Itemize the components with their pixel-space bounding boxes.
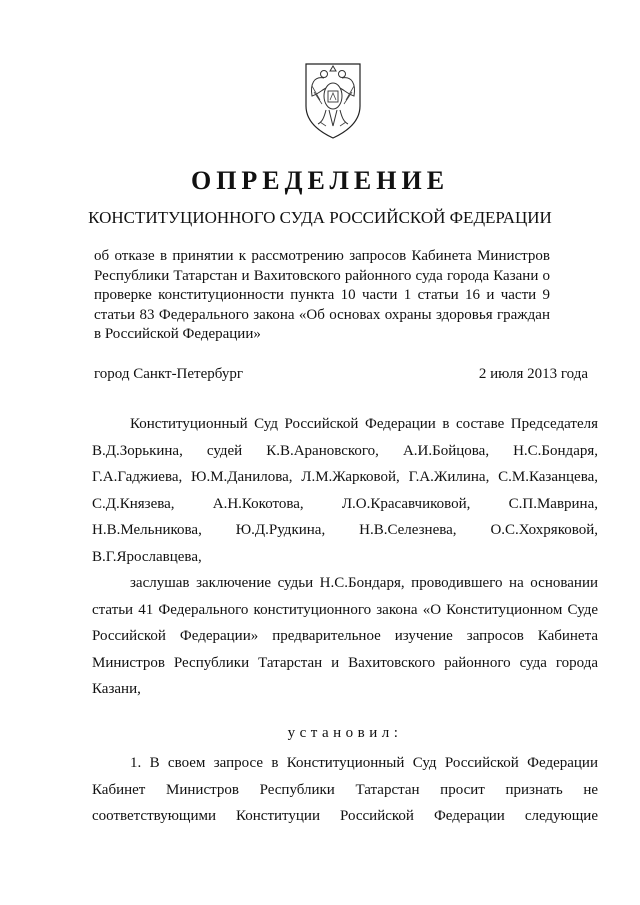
coat-of-arms-icon (300, 60, 366, 140)
document-date: 2 июля 2013 года (478, 366, 588, 382)
document-body (92, 411, 598, 830)
ruling-heading: установил: (287, 724, 403, 741)
composition-paragraph: Конституционный Суд Российской Федерации в составе Председателя В.Д.Зорькина, судей К.В.Арановского, А.И.Бойцова, Н.С.Бондаря, Г.А.Гаджиева, Ю.М.Данилова, Л.М.Жарковой, Г.А.Жилина, С.М.Казанцева, С.Д.Князева, А.Н.Кокотова, Л.О.Красавчиковой, С.П.Маврина, Н.В.Мельникова, Ю.Д.Рудкина, Н.В.Селезнева, О.С.Хохряковой, В.Г.Ярославцева, (92, 416, 598, 565)
point-1-paragraph: 1. В своем запросе в Конституционный Суд Российской Федерации Кабинет Министров Республики Татарстан просит признать не соответствующими Конституции Российской Федерации следующие (92, 755, 598, 824)
document-subject: об отказе в принятии к рассмотрению запросов Кабинета Министров Республики Татарстан и Вахитовского районного суда города Казани о проверке конституционности пункта 10 части 1 статьи 16 и части 9 статьи 83 Федерального закона «Об основах охраны здоровья граждан в Российской Федерации» (94, 248, 550, 342)
document-place: город Санкт-Петербург (94, 366, 243, 382)
document-title: ОПРЕДЕЛЕНИЕ (190, 166, 450, 195)
hearing-paragraph: заслушав заключение судьи Н.С.Бондаря, проводившего на основании статьи 41 Федерального конституционного закона «О Конституционном Суде Российской Федерации» предварительное изучение запросов Кабинета Министров Республики Татарстан и Вахитовского районного суда города Казани, (92, 575, 598, 697)
place-date-line (94, 366, 588, 383)
document-subtitle: КОНСТИТУЦИОННОГО СУДА РОССИЙСКОЙ ФЕДЕРАЦИИ (88, 208, 552, 227)
